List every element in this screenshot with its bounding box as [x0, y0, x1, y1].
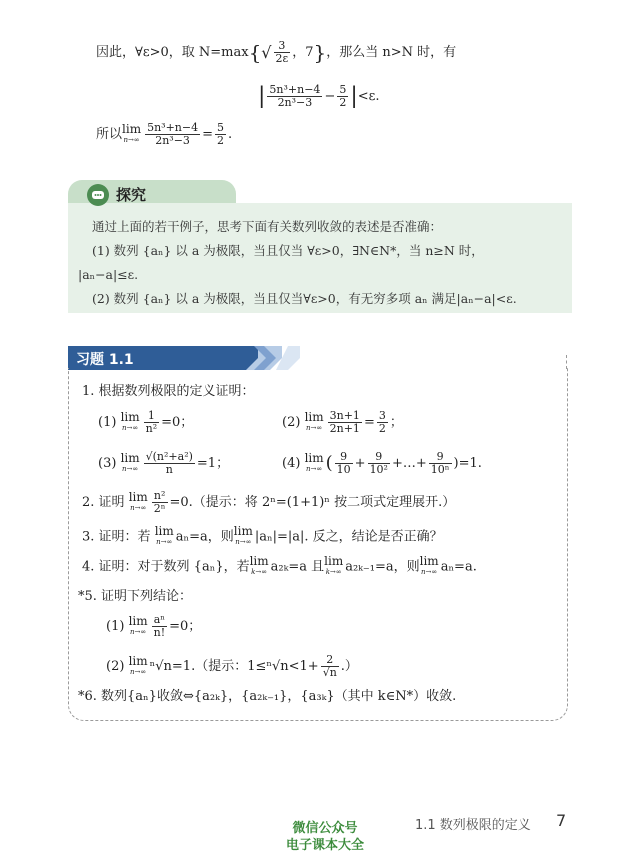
q1-4-label: (4)	[282, 456, 301, 471]
q1-2-lim: lim	[304, 409, 324, 424]
q1-4-frac-c	[429, 451, 452, 476]
inequality-frac2-den: 2	[339, 96, 347, 109]
proof-conclusion	[96, 122, 232, 147]
q5-1-fraction	[152, 614, 168, 639]
q1-3-fraction	[144, 451, 195, 476]
conclusion-num: 5n³+n−4	[147, 121, 199, 134]
q1-3-tail: =1；	[196, 456, 230, 471]
q2-limit	[128, 489, 148, 514]
explore-line-1: 通过上面的若干例子，思考下面有关数列收敛的表述是否准确：	[92, 219, 443, 234]
q5-2-fraction	[321, 654, 339, 679]
q3-lim-1: lim	[154, 524, 174, 538]
question-5-1	[106, 614, 201, 639]
watermark-line-1: 微信公众号	[292, 821, 358, 836]
watermark-line-2: 电子课本大全	[285, 838, 364, 853]
q4-lim-3: lim	[419, 554, 439, 568]
q3-lim-2: lim	[233, 524, 253, 538]
q1-3-label: (3)	[98, 456, 117, 471]
q1-1-limit	[120, 409, 140, 434]
q1-4-a-den: 10	[336, 463, 351, 476]
question-1-2	[282, 410, 403, 435]
q5-2-body: ⁿ√n=1.（提示：1≤ⁿ√n<1+	[149, 659, 319, 674]
proof-line-1-prefix: 因此，∀ε>0，取 N=max	[96, 45, 249, 60]
q4-prefix: 4. 证明：对于数列 {aₙ}，若	[82, 559, 250, 575]
q1-3-num: √(n²+a²)	[145, 450, 193, 463]
explore-line-3: |aₙ−a|≤ε.	[78, 267, 139, 282]
q2-num: n²	[152, 490, 168, 503]
q1-2-sub: n→∞	[305, 423, 323, 432]
q1-3-sub: n→∞	[121, 464, 139, 473]
q4-sub-2: k→∞	[325, 568, 342, 576]
question-3	[82, 526, 443, 548]
q1-2-den: 2n+1	[329, 422, 360, 435]
inequality-fraction-2	[337, 84, 348, 109]
q3-limit-2	[234, 526, 253, 548]
q4-limit-3	[420, 556, 439, 578]
q1-4-lim: lim	[304, 450, 324, 465]
q5-2-sub: n→∞	[129, 667, 147, 676]
q1-4-b-den: 10²	[369, 463, 388, 476]
question-6: *6. 数列{aₙ}收敛⇔{a₂ₖ}，{a₂ₖ₋₁}，{a₃ₖ}（其中 k∈N*）收敛.	[78, 689, 457, 704]
q5-2-den: √n	[322, 666, 337, 679]
sqrt-fraction-den: 2ε	[275, 52, 289, 65]
chat-bubble-icon	[87, 184, 109, 206]
q5-1-den: n!	[153, 626, 166, 639]
q3-tail: |aₙ|=|a|. 反之，结论是否正确？	[254, 529, 443, 545]
q1-4-sub: n→∞	[305, 464, 323, 473]
conclusion-den: 2n³−3	[155, 134, 190, 147]
question-1-4: (4) lim n→∞ ( $\frac{9}{10}$ + $\frac{9}{\text{10²}}$ +…+ $\frac{9}{\text{10ⁿ}}$ )=1.	[282, 450, 482, 476]
q2-lim: lim	[128, 489, 148, 504]
question-5-2	[106, 654, 358, 679]
question-1: 1. 根据数列极限的定义证明：	[82, 384, 255, 399]
q5-1-num: aⁿ	[152, 614, 168, 627]
conclusion-fraction	[145, 122, 200, 147]
q1-3-lim: lim	[120, 450, 140, 465]
inequality-frac2-num: 5	[339, 83, 347, 96]
conclusion-lim-sub: n→∞	[123, 135, 140, 144]
q4-lim-2: lim	[324, 554, 344, 568]
brace-right: }	[313, 40, 327, 65]
q5-2-label: (2)	[106, 659, 125, 674]
inequality-den: 2n³−3	[277, 96, 313, 109]
q1-4-a-num: 9	[335, 451, 353, 464]
conclusion-prefix: 所以	[96, 127, 123, 142]
q4-sub-1: k→∞	[251, 568, 268, 576]
q2-fraction	[152, 490, 168, 515]
paren-left: (	[325, 452, 333, 474]
q4-limit-2	[324, 556, 343, 578]
q5-1-lim: lim	[128, 613, 148, 628]
sqrt-sign: √	[261, 42, 272, 62]
conclusion-lim-text: lim	[122, 121, 142, 136]
q3-sub-2: n→∞	[235, 538, 252, 546]
q1-4-c-den: 10ⁿ	[430, 463, 450, 476]
q1-2-rden: 2	[378, 422, 386, 435]
q4-limit-1	[250, 556, 269, 578]
q1-2-result	[377, 410, 388, 435]
q1-1-sub: n→∞	[121, 423, 139, 432]
q3-prefix: 3. 证明：若	[82, 529, 151, 545]
abs-bar-right: |	[350, 83, 358, 109]
q1-4-frac-b	[368, 451, 390, 476]
proof-line-1-suffix: ，那么当 n>N 时，有	[326, 45, 457, 60]
conclusion-result	[215, 122, 226, 147]
sqrt-fraction	[274, 40, 291, 65]
inequality-minus: −	[324, 89, 336, 104]
q1-3-den: n	[165, 463, 173, 476]
q4-sub-3: n→∞	[421, 568, 438, 576]
inequality-fraction	[267, 84, 322, 109]
inequality-num: 5n³+n−4	[269, 83, 321, 96]
sqrt-fraction-num: 3	[274, 40, 291, 53]
q1-4-c-num: 9	[429, 451, 452, 464]
conclusion-eq: =	[202, 127, 213, 142]
q3-mid: aₙ=a，则	[175, 529, 234, 545]
q5-2-end: .）	[340, 659, 358, 674]
q1-4-frac-a	[335, 451, 353, 476]
q3-limit-1	[155, 526, 174, 548]
q1-2-num: 3n+1	[329, 409, 360, 422]
q5-1-tail: =0；	[169, 619, 202, 634]
q1-2-limit	[304, 409, 324, 434]
proof-inequality	[258, 84, 380, 109]
conclusion-limit	[122, 121, 142, 146]
q4-c: aₙ=a.	[440, 559, 477, 575]
conclusion-res-den: 2	[217, 134, 224, 147]
q1-1-num: 1	[144, 410, 160, 423]
explore-line-2: (1) 数列 {aₙ} 以 a 为极限，当且仅当 ∀ε>0，∃N∈N*，当 n≥N 时，	[92, 243, 484, 258]
brace-left: {	[248, 40, 262, 65]
q1-2-fraction	[328, 410, 362, 435]
q1-1-lim: lim	[120, 409, 140, 424]
q1-4-dots: +…+	[391, 456, 427, 471]
q1-4-limit	[304, 450, 324, 475]
question-5: *5. 证明下列结论：	[78, 589, 193, 604]
q1-2-end: ；	[389, 415, 403, 430]
explore-text	[78, 215, 517, 311]
q5-2-limit	[128, 653, 148, 678]
q1-1-tail: =0；	[161, 415, 194, 430]
explore-line-4: (2) 数列 {aₙ} 以 a 为极限，当且仅当∀ε>0，有无穷多项 aₙ 满足|aₙ−a|<ε.	[92, 291, 517, 306]
q1-1-fraction	[144, 410, 160, 435]
q5-1-label: (1)	[106, 619, 125, 634]
q1-1-den: n²	[145, 422, 158, 435]
q3-sub-1: n→∞	[156, 538, 173, 546]
question-4	[82, 556, 477, 578]
page-number: 7	[556, 811, 567, 830]
question-1-1	[98, 410, 193, 435]
q2-den: 2ⁿ	[153, 502, 166, 515]
question-1-3	[98, 451, 229, 476]
footer-section: 1.1 数列极限的定义	[415, 818, 531, 833]
q1-1-label: (1)	[98, 415, 117, 430]
proof-line-1	[96, 40, 456, 65]
question-2	[82, 490, 455, 515]
q2-prefix: 2. 证明	[82, 495, 125, 510]
proof-line-1-mid: ，7	[292, 45, 314, 60]
q2-tail: =0.（提示：将 2ⁿ=(1+1)ⁿ 按二项式定理展开.）	[169, 495, 456, 510]
abs-bar-left: |	[258, 83, 266, 109]
chat-bubble-icon-svg	[87, 184, 109, 206]
exercise-box-edge	[566, 355, 567, 369]
explore-title: 探究	[116, 186, 147, 204]
conclusion-end: .	[228, 127, 233, 142]
inequality-tail: <ε.	[357, 89, 380, 104]
q1-2-label: (2)	[282, 415, 301, 430]
q4-lim-1: lim	[249, 554, 269, 568]
q1-2-rnum: 3	[378, 409, 386, 422]
q2-sub: n→∞	[130, 503, 147, 512]
q1-2-eq: =	[363, 415, 375, 430]
q5-2-num: 2	[321, 654, 339, 667]
watermark	[270, 820, 380, 854]
q1-3-limit	[120, 450, 140, 475]
q4-a: a₂ₖ=a 且	[270, 559, 325, 575]
q1-4-b-num: 9	[368, 451, 390, 464]
q5-1-limit	[128, 613, 148, 638]
q4-b: a₂ₖ₋₁=a，则	[345, 559, 420, 575]
q5-1-sub: n→∞	[129, 627, 147, 636]
q5-2-lim: lim	[128, 653, 148, 668]
q1-4-tail: )=1.	[453, 456, 482, 471]
exercise-title: 习题 1.1	[76, 352, 134, 368]
conclusion-res-num: 5	[217, 121, 224, 134]
